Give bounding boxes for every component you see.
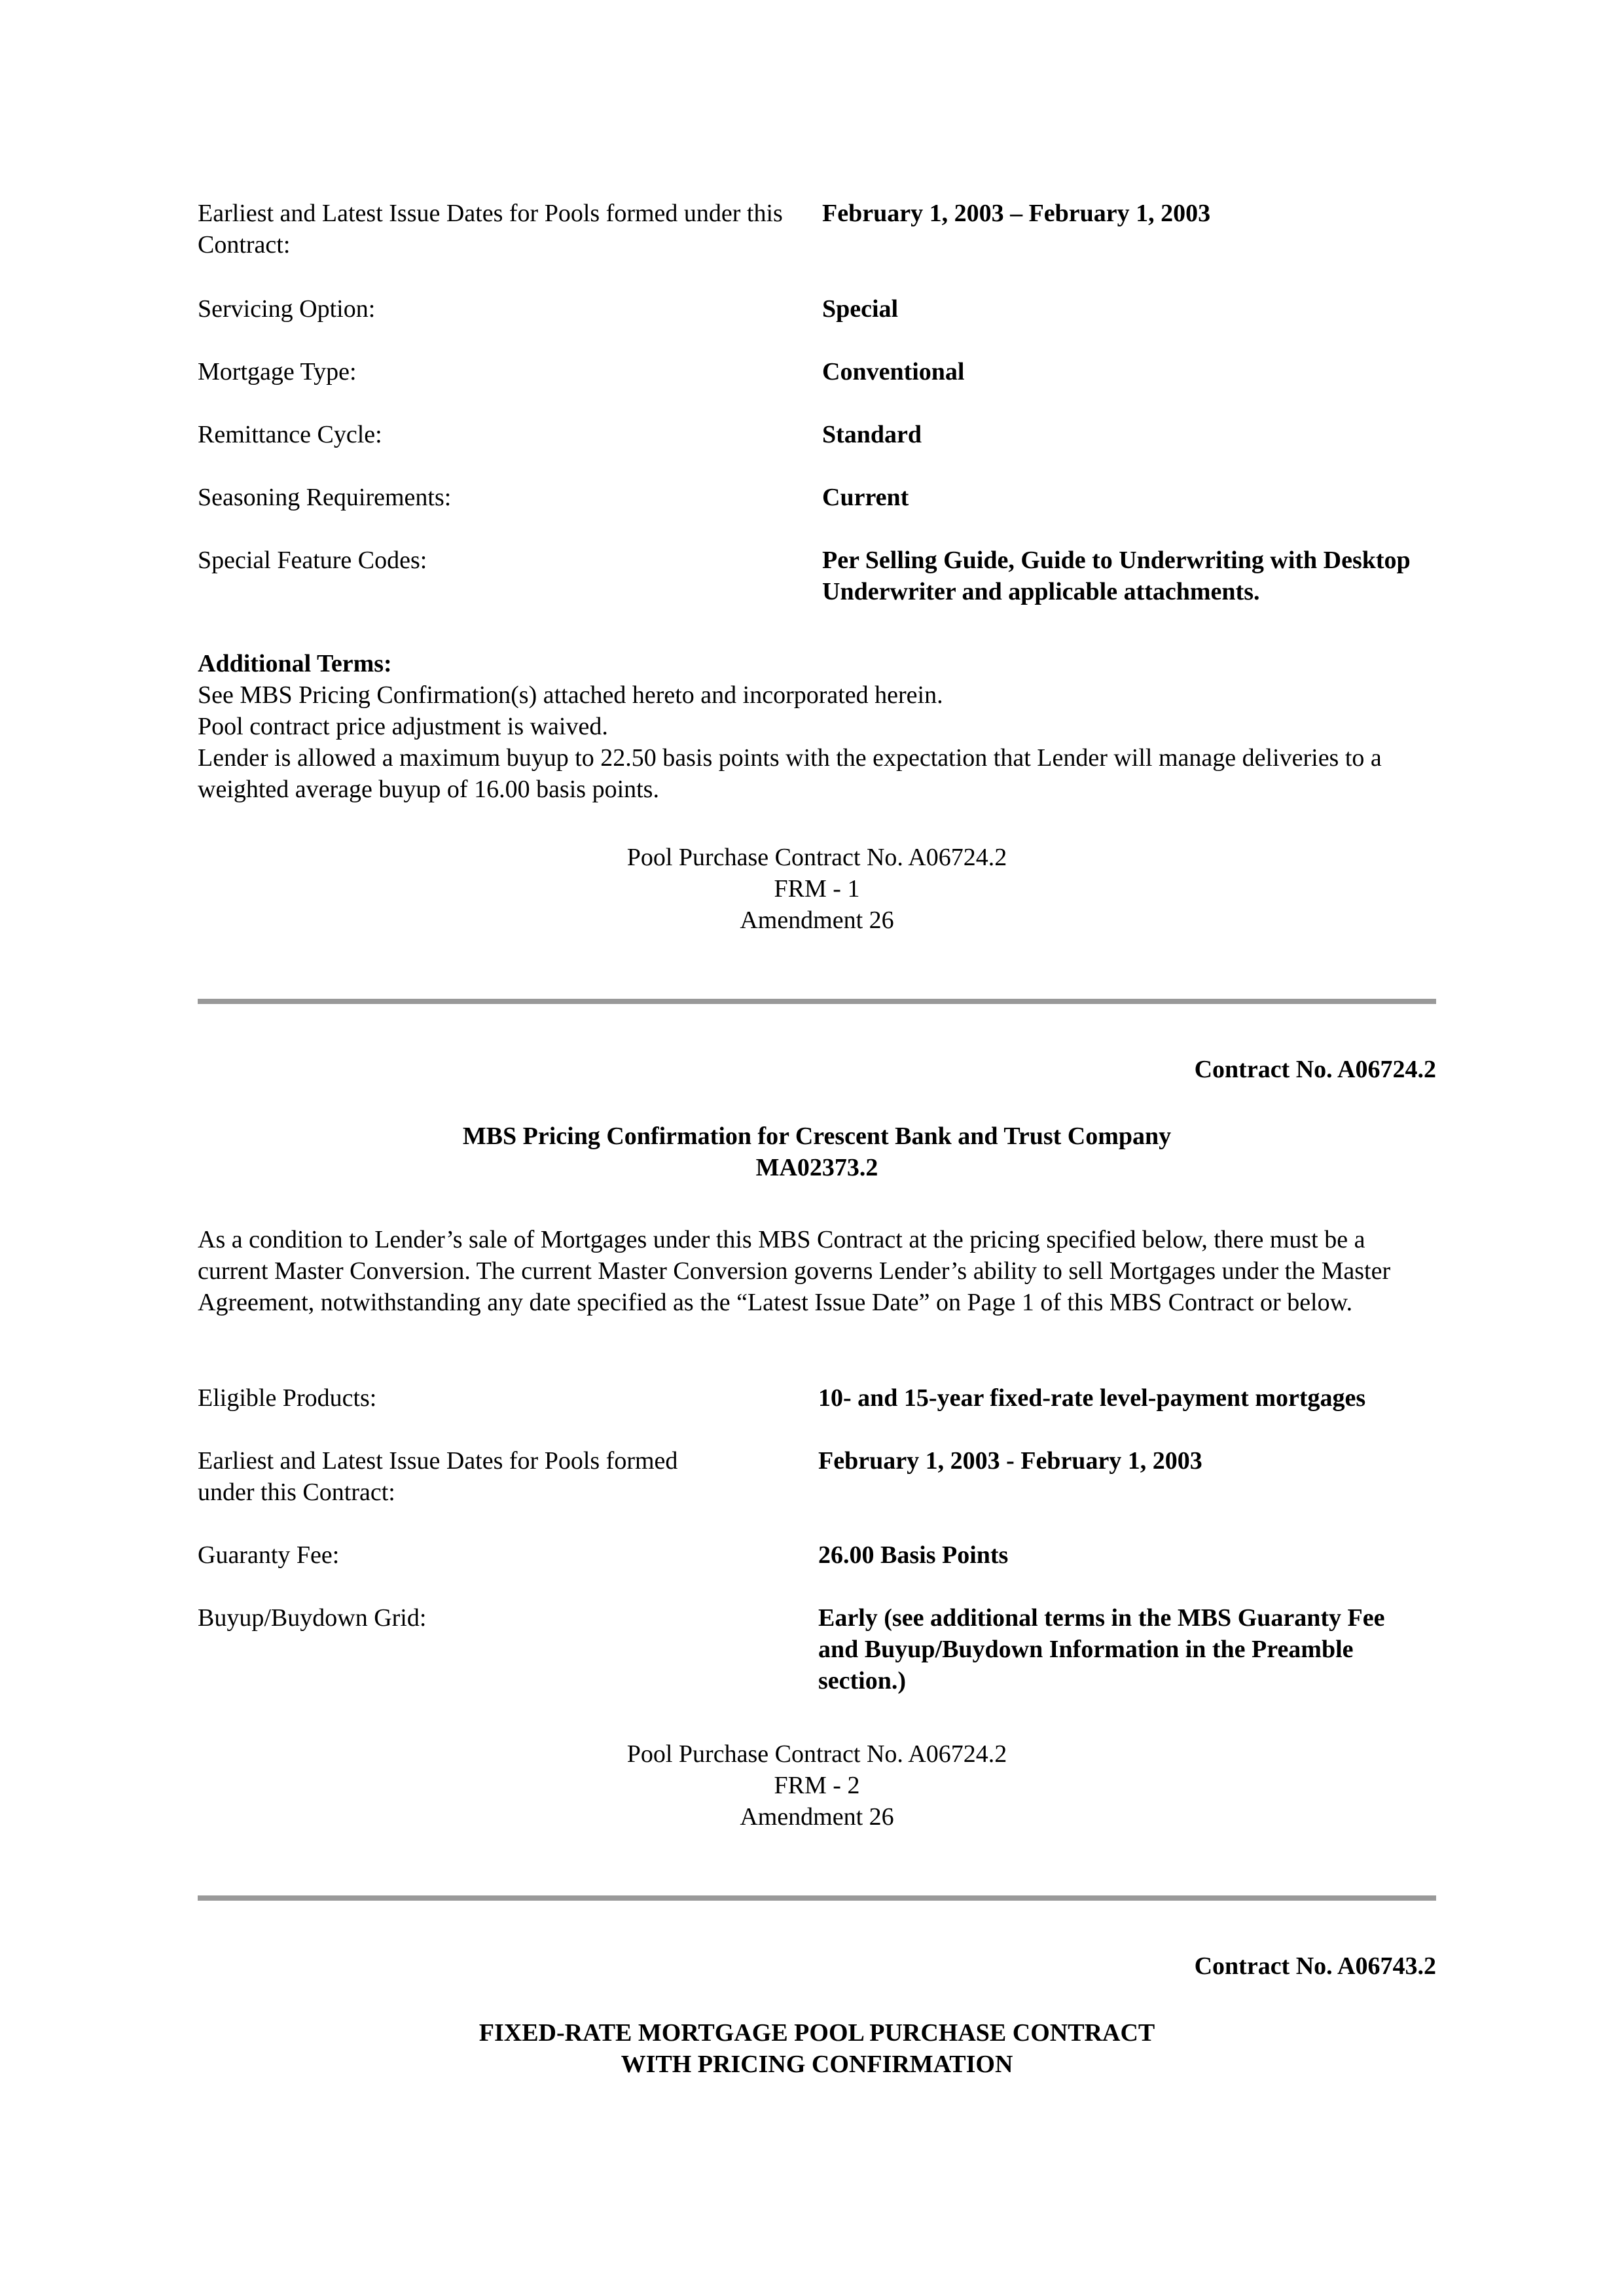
mortgage-type-value: Conventional: [822, 358, 965, 386]
footer-page-label: FRM - 2: [774, 1772, 860, 1799]
buyup-buydown-grid-value: Early (see additional terms in the MBS Guaranty Fee and Buyup/Buydown Information in the Preamble section.): [818, 1604, 1385, 1695]
seasoning-requirements-label: Seasoning Requirements:: [198, 484, 452, 511]
special-feature-codes-value: Per Selling Guide, Guide to Underwriting with Desktop Underwriter and applicable attachments.: [822, 547, 1411, 605]
contract-title: [198, 2017, 1436, 2080]
title-line: WITH PRICING CONFIRMATION: [621, 2051, 1013, 2078]
remittance-cycle-value: Standard: [822, 421, 922, 448]
footer-page-label: FRM - 1: [774, 875, 860, 903]
buyup-buydown-grid-label: Buyup/Buydown Grid:: [198, 1604, 427, 1632]
additional-term: Lender is allowed a maximum buyup to 22.50 basis points with the expectation that Lender will manage deliveries to a weighted average buyup of 16.00 basis points.: [198, 744, 1382, 803]
special-feature-codes-label: Special Feature Codes:: [198, 547, 427, 574]
title-line: MA02373.2: [755, 1154, 878, 1181]
title-line: FIXED-RATE MORTGAGE POOL PURCHASE CONTRACT: [478, 2019, 1155, 2047]
seasoning-requirements-value: Current: [822, 484, 909, 511]
additional-terms-list: [198, 679, 1441, 805]
guaranty-fee-label: Guaranty Fee:: [198, 1541, 340, 1569]
page-divider: [198, 1895, 1436, 1901]
additional-terms-heading: Additional Terms:: [198, 650, 392, 677]
guaranty-fee-value: 26.00 Basis Points: [818, 1541, 1009, 1569]
remittance-cycle-label: Remittance Cycle:: [198, 421, 382, 448]
issue-dates-value: February 1, 2003 – February 1, 2003: [822, 200, 1211, 227]
issue-dates-label: Earliest and Latest Issue Dates for Pools formed under this Contract:: [198, 200, 783, 259]
page-footer-2: [198, 1738, 1436, 1833]
title-line: MBS Pricing Confirmation for Crescent Bank and Trust Company: [462, 1122, 1172, 1150]
issue-dates-value-2: February 1, 2003 - February 1, 2003: [818, 1447, 1202, 1475]
footer-contract-number: Pool Purchase Contract No. A06724.2: [626, 1740, 1007, 1768]
eligible-products-value: 10- and 15-year fixed-rate level-payment mortgages: [818, 1384, 1366, 1412]
footer-amendment: Amendment 26: [740, 1803, 894, 1831]
intro-paragraph: As a condition to Lender’s sale of Mortgages under this MBS Contract at the pricing specified below, there must be a current Master Conversion. The current Master Conversion governs Lender’s ability to sell Mortgages under the Master Agreement, notwithstanding any date specified as the “Latest Issue Date” on Page 1 of this MBS Contract or below.: [198, 1226, 1391, 1316]
additional-term: See MBS Pricing Confirmation(s) attached hereto and incorporated herein.: [198, 681, 943, 709]
eligible-products-label: Eligible Products:: [198, 1384, 377, 1412]
servicing-option-label: Servicing Option:: [198, 295, 376, 323]
page-footer-1: [198, 842, 1436, 936]
additional-term: Pool contract price adjustment is waived.: [198, 713, 608, 740]
contract-number-header: Contract No. A06743.2: [1194, 1952, 1436, 1980]
footer-amendment: Amendment 26: [740, 906, 894, 934]
mortgage-type-label: Mortgage Type:: [198, 358, 357, 386]
pricing-confirmation-title: [198, 1121, 1436, 1183]
page-divider: [198, 999, 1436, 1004]
footer-contract-number: Pool Purchase Contract No. A06724.2: [626, 844, 1007, 871]
contract-number-header: Contract No. A06724.2: [1194, 1056, 1436, 1083]
issue-dates-label-2: Earliest and Latest Issue Dates for Pools formed under this Contract:: [198, 1447, 678, 1506]
servicing-option-value: Special: [822, 295, 899, 323]
